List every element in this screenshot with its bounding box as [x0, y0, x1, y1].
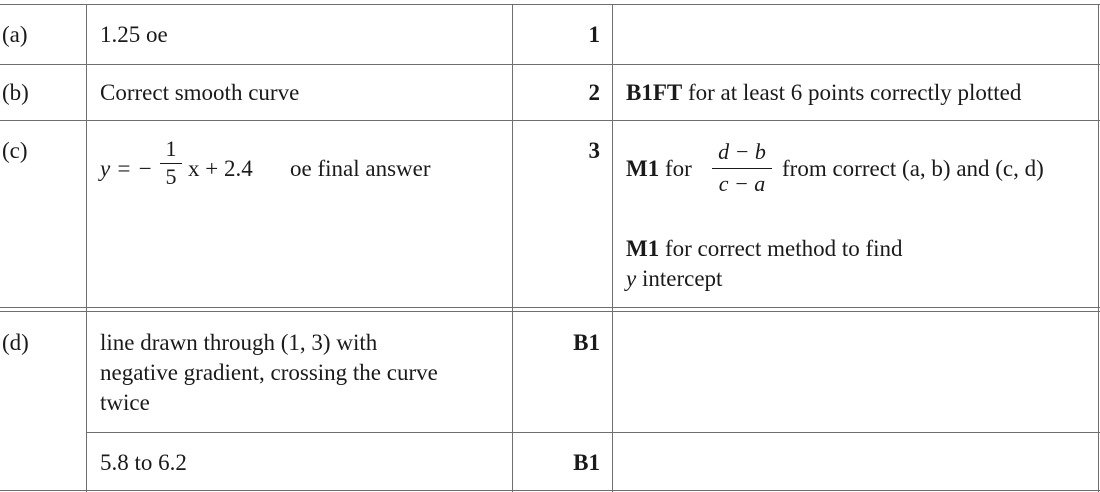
- fraction-denominator: 5: [165, 164, 177, 189]
- note-text: for: [664, 156, 692, 181]
- note-text: intercept: [641, 266, 723, 291]
- column-divider: [612, 4, 613, 492]
- mark-code: M1: [626, 236, 660, 261]
- equation-fraction: [160, 136, 182, 189]
- equation-rhs: x + 2.4: [188, 156, 253, 181]
- mark-cell: 3: [588, 138, 600, 163]
- table-border-top: [0, 4, 1100, 5]
- equation-lhs: y = −: [100, 156, 153, 181]
- row-divider: [86, 432, 1100, 433]
- answer-line: negative gradient, crossing the curve: [100, 360, 438, 385]
- part-label: (c): [2, 138, 28, 163]
- part-label: (a): [2, 22, 28, 47]
- answer-line: line drawn through (1, 3) with: [100, 330, 378, 355]
- note-m1-intercept: [626, 234, 903, 264]
- mark-cell: B1: [573, 330, 600, 355]
- mark-cell: B1: [573, 450, 600, 475]
- note-text: for correct method to find: [664, 236, 903, 261]
- note-text: from correct (a, b) and (c, d): [782, 156, 1044, 181]
- answer-cell: 5.8 to 6.2: [100, 450, 187, 475]
- table-border-bottom: [0, 490, 1100, 491]
- row-divider: [0, 311, 1100, 312]
- fraction-numerator: d − b: [718, 139, 766, 164]
- note-text: for at least 6 points correctly plotted: [687, 80, 1022, 105]
- notes-cell: [626, 78, 1021, 108]
- part-label: (b): [2, 80, 29, 105]
- row-divider: [0, 64, 1100, 65]
- note-m1-gradient: [626, 154, 692, 184]
- row-divider: [0, 307, 1100, 308]
- gradient-fraction: [712, 138, 772, 196]
- column-divider: [512, 4, 513, 492]
- answer-cell: Correct smooth curve: [100, 80, 300, 105]
- mark-code: B1FT: [626, 80, 683, 105]
- note-text: [626, 264, 722, 294]
- column-divider: [86, 4, 87, 492]
- variable-y: y: [626, 266, 637, 291]
- fraction-numerator: 1: [165, 136, 177, 161]
- answer-line: twice: [100, 390, 150, 415]
- mark-cell: 2: [588, 80, 600, 105]
- fraction-bar: [712, 168, 772, 169]
- part-label: (d): [2, 330, 29, 355]
- column-divider: [1098, 4, 1099, 492]
- answer-suffix: oe final answer: [290, 156, 431, 181]
- answer-cell: 1.25 oe: [100, 22, 168, 47]
- mark-code: M1: [626, 156, 660, 181]
- row-divider: [0, 120, 1100, 121]
- fraction-denominator: c − a: [718, 171, 766, 196]
- mark-cell: 1: [588, 22, 600, 47]
